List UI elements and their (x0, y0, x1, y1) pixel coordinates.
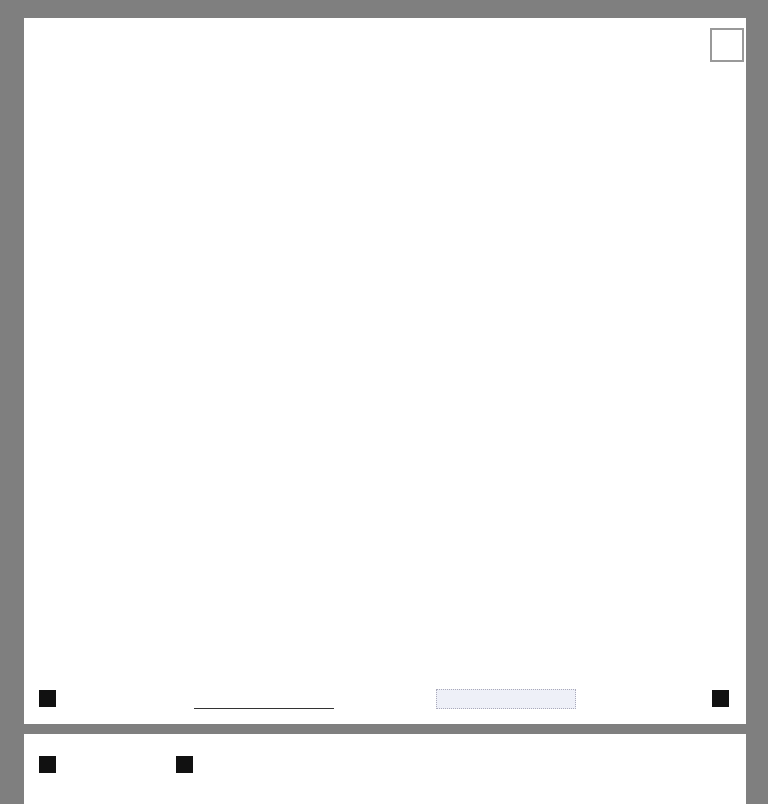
header-indicators (174, 198, 264, 201)
date-field[interactable] (436, 689, 576, 709)
declaration-page (24, 18, 746, 724)
header-line-code (394, 198, 460, 201)
signature-line[interactable] (194, 708, 334, 709)
close-button[interactable] (710, 28, 744, 62)
next-page-preview (24, 734, 746, 804)
corner-marker-left (39, 756, 56, 773)
corner-marker-right (712, 690, 729, 707)
corner-marker-mid (176, 756, 193, 773)
corner-marker-left (39, 690, 56, 707)
barcode (74, 740, 154, 790)
